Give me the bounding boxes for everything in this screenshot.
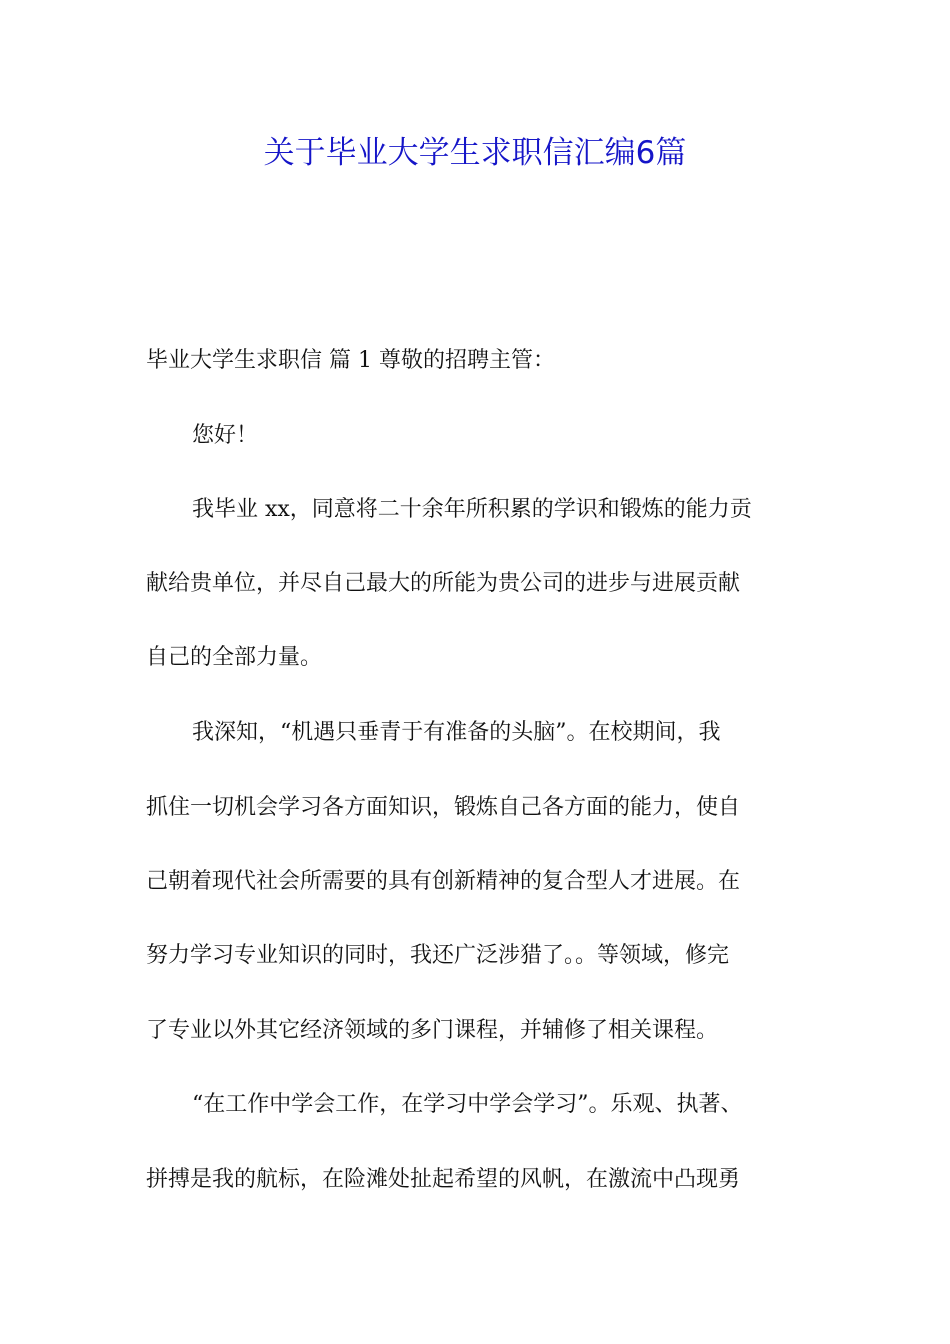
text-line: 我毕业 xx，同意将二十余年所积累的学识和锻炼的能力贡 <box>192 497 752 522</box>
text-line: “在工作中学会工作，在学习中学会学习”。乐观、执著、 <box>192 1092 743 1117</box>
text-line-salutation-heading: 毕业大学生求职信 篇 1 尊敬的招聘主管： <box>146 348 555 373</box>
text-line: 抓住一切机会学习各方面知识，锻炼自己各方面的能力，使自 <box>146 795 741 820</box>
text-line: 自己的全部力量。 <box>146 645 323 670</box>
text-line-greeting: 您好！ <box>192 423 259 448</box>
text-line: 拼搏是我的航标，在险滩处扯起希望的风帆，在激流中凸现勇 <box>146 1167 741 1192</box>
text-line: 献给贵单位，并尽自己最大的所能为贵公司的进步与进展贡献 <box>146 571 741 596</box>
text-line: 努力学习专业知识的同时，我还广泛涉猎了。。等领域，修完 <box>146 943 730 968</box>
text-line: 了专业以外其它经济领域的多门课程，并辅修了相关课程。 <box>146 1018 719 1043</box>
text-line: 我深知，“机遇只垂青于有准备的头脑”。在校期间，我 <box>192 720 721 745</box>
text-line: 己朝着现代社会所需要的具有创新精神的复合型人才进展。在 <box>146 869 741 894</box>
document-title: 关于毕业大学生求职信汇编6篇 <box>263 135 687 171</box>
